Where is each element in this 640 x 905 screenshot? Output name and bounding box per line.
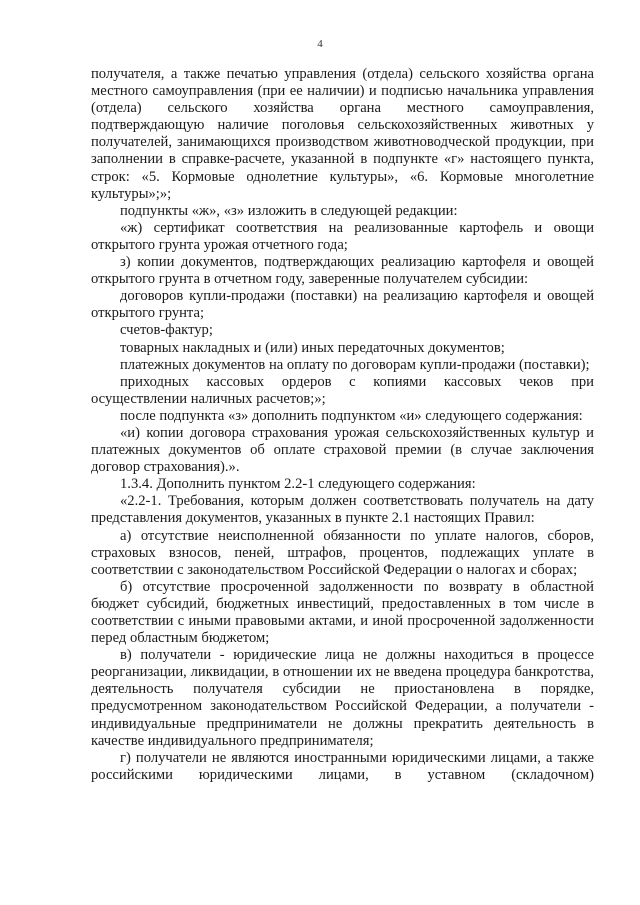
paragraph: в) получатели - юридические лица не должны находиться в процессе реорганизации, ликвидации, в отношении их не введена процедура банкротства, деятельность получателя субсидии не приостановлена в порядке, предусмотренном законодательством Российской Федерации, а получатели - индивидуальные предприниматели не должны прекратить деятельность в качестве индивидуального предпринимателя;: [91, 647, 594, 749]
paragraph: после подпункта «з» дополнить подпунктом «и» следующего содержания:: [120, 407, 583, 424]
paragraph: а) отсутствие неисполненной обязанности по уплате налогов, сборов, страховых взносов, пеней, штрафов, процентов, подлежащих уплате в соответствии с законодательством Российской Федерации о налогах и сборах;: [91, 527, 594, 578]
paragraph: «ж) сертификат соответствия на реализованные картофель и овощи открытого грунта урожая отчетного года;: [91, 219, 594, 253]
paragraph: товарных накладных и (или) иных передаточных документов;: [120, 339, 505, 356]
paragraph: платежных документов на оплату по договорам купли-продажи (поставки);: [120, 356, 590, 373]
paragraph: подпункты «ж», «з» изложить в следующей редакции:: [120, 202, 458, 219]
paragraph: «и) копии договора страхования урожая сельскохозяйственных культур и платежных документов об оплате страховой премии (в случае заключения договор страхования).».: [91, 424, 594, 476]
page-number: 4: [317, 38, 323, 50]
paragraph: договоров купли-продажи (поставки) на реализацию картофеля и овощей открытого грунта;: [91, 288, 594, 322]
paragraph: приходных кассовых ордеров с копиями кассовых чеков при осуществлении наличных расчетов;»;: [91, 373, 594, 407]
paragraph: «2.2-1. Требования, которым должен соответствовать получатель на дату представления документов, указанных в пункте 2.1 настоящих Правил:: [91, 493, 594, 527]
paragraph: б) отсутствие просроченной задолженности по возврату в областной бюджет субсидий, бюджетных инвестиций, предоставленных в том числе в соответствии с иными правовыми актами, и иной просроченной задолженности перед областным бюджетом;: [91, 578, 594, 647]
paragraph: получателя, а также печатью управления (отдела) сельского хозяйства органа местного самоуправления (при ее наличии) и подписью начальника управления (отдела) сельского хозяйства органа местного самоуправления, подтверждающую наличие поголовья сельскохозяйственных животных у получателей, занимающихся производством животноводческой продукции, при заполнении в справке-расчете, указанной в подпункте «г» настоящего пункта, строк: «5. Кормовые однолетние культуры», «6. Кормовые многолетние культуры»;»;: [91, 66, 594, 202]
paragraph: г) получатели не являются иностранными юридическими лицами, а также российскими юридическими лицами, в уставном (складочном): [91, 749, 594, 783]
document-body: [91, 66, 594, 784]
paragraph: счетов-фактур;: [120, 322, 213, 339]
paragraph: з) копии документов, подтверждающих реализацию картофеля и овощей открытого грунта в отчетном году, заверенные получателем субсидии:: [91, 254, 594, 288]
paragraph: 1.3.4. Дополнить пунктом 2.2-1 следующего содержания:: [120, 476, 476, 493]
